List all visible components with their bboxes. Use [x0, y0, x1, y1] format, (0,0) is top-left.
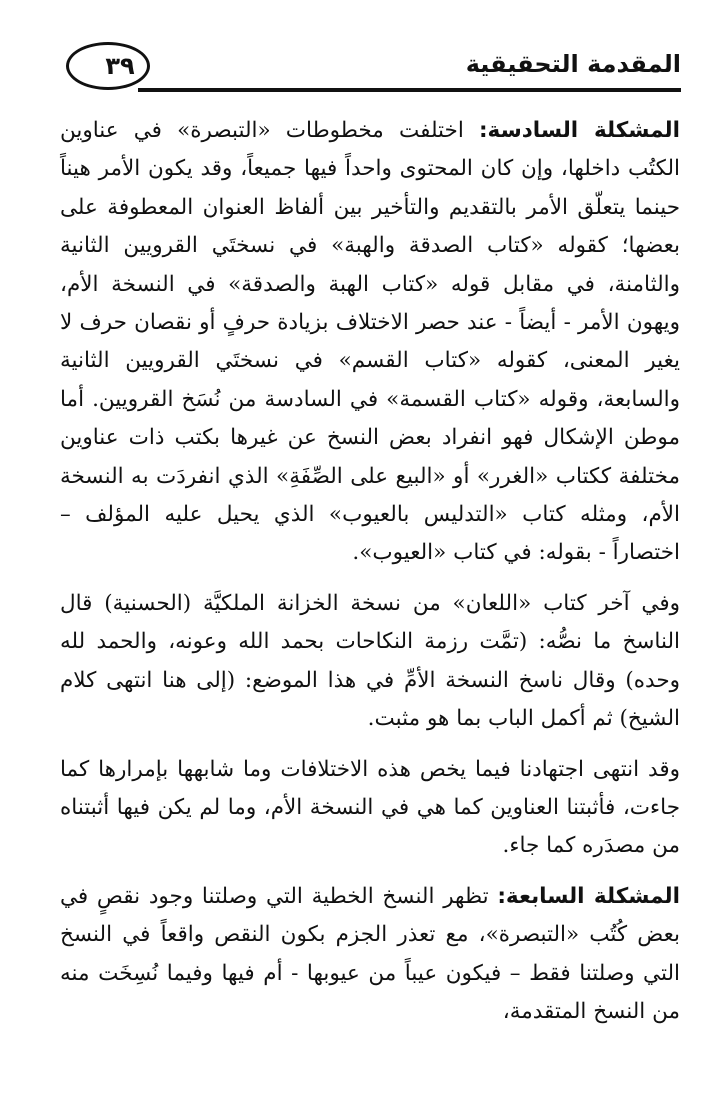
page-number: ٣٩ [105, 52, 135, 80]
paragraph-text: وفي آخر كتاب «اللعان» من نسخة الخزانة الملكيَّة (الحسنية) قال الناسخ ما نصُّه: (تمَّت رزمة النكاحات بحمد الله وعونه، والحمد لله وحده) وقال ناسخ النسخة الأمِّ في هذا الموضع: (إلى هنا انتهى كلام الشيخ) ثم أكمل الباب بما هو مثبت. [60, 590, 680, 732]
running-title: المقدمة التحقيقية [465, 50, 681, 78]
paragraph-3 [60, 751, 680, 866]
page-header [66, 40, 681, 96]
paragraph-text: تظهر النسخ الخطية التي وصلتنا وجود نقصٍ في بعض كُتُب «التبصرة»، مع تعذر الجزم بكون النقص واقعاً في النسخ التي وصلتنا فقط – فيكون عيباً من عيوبها - أم فيها وفيما نُسِخَت منه من النسخ المتقدمة، [60, 883, 680, 1024]
paragraph-text: اختلفت مخطوطات «التبصرة» في عناوين الكتُب داخلها، وإن كان المحتوى واحداً فيها جميعاً، وقد يكون الأمر هيناً حينما يتعلّق الأمر بالتقديم والتأخير بين ألفاظ العنوان المعطوفة على بعضها؛ كقوله «كتاب الصدقة والهبة» في نسختَي القرويين الثانية والثامنة، في مقابل قوله «كتاب الهبة والصدقة» في النسخة الأم، ويهون الأمر - أيضاً - عند حصر الاختلاف بزيادة حرفٍ أو نقصان حرف لا يغير المعنى، كقوله «كتاب القسم» في نسختَي القرويين الثانية والسابعة، وقوله «كتاب القسمة» في السادسة من نُسَخ القرويين. أما موطن الإشكال فهو انفراد بعض النسخ عن غيرها بكتب ذات عناوين مختلفة ككتاب «الغرر» أو «البيع على الصِّفَةِ» الذي انفردَت به النسخة الأم، ومثله كتاب «التدليس بالعيوب» الذي يحيل عليه المؤلف – اختصاراً - بقوله: في كتاب «العيوب». [60, 118, 680, 566]
paragraph-lead: المشكلة السادسة: [478, 118, 680, 143]
header-rule [138, 88, 681, 92]
paragraph-4 [60, 878, 680, 1032]
body-text [60, 112, 680, 1031]
paragraph-lead: المشكلة السابعة: [497, 883, 680, 909]
paragraph-1 [60, 112, 680, 573]
paragraph-2 [60, 585, 680, 739]
paragraph-text: وقد انتهى اجتهادنا فيما يخص هذه الاختلافات وما شابهها بإمرارها كما جاءت، فأثبتنا العناوين كما هي في النسخة الأم، وما لم يكن فيها أثبتناه من مصدَره كما جاء. [60, 756, 680, 859]
